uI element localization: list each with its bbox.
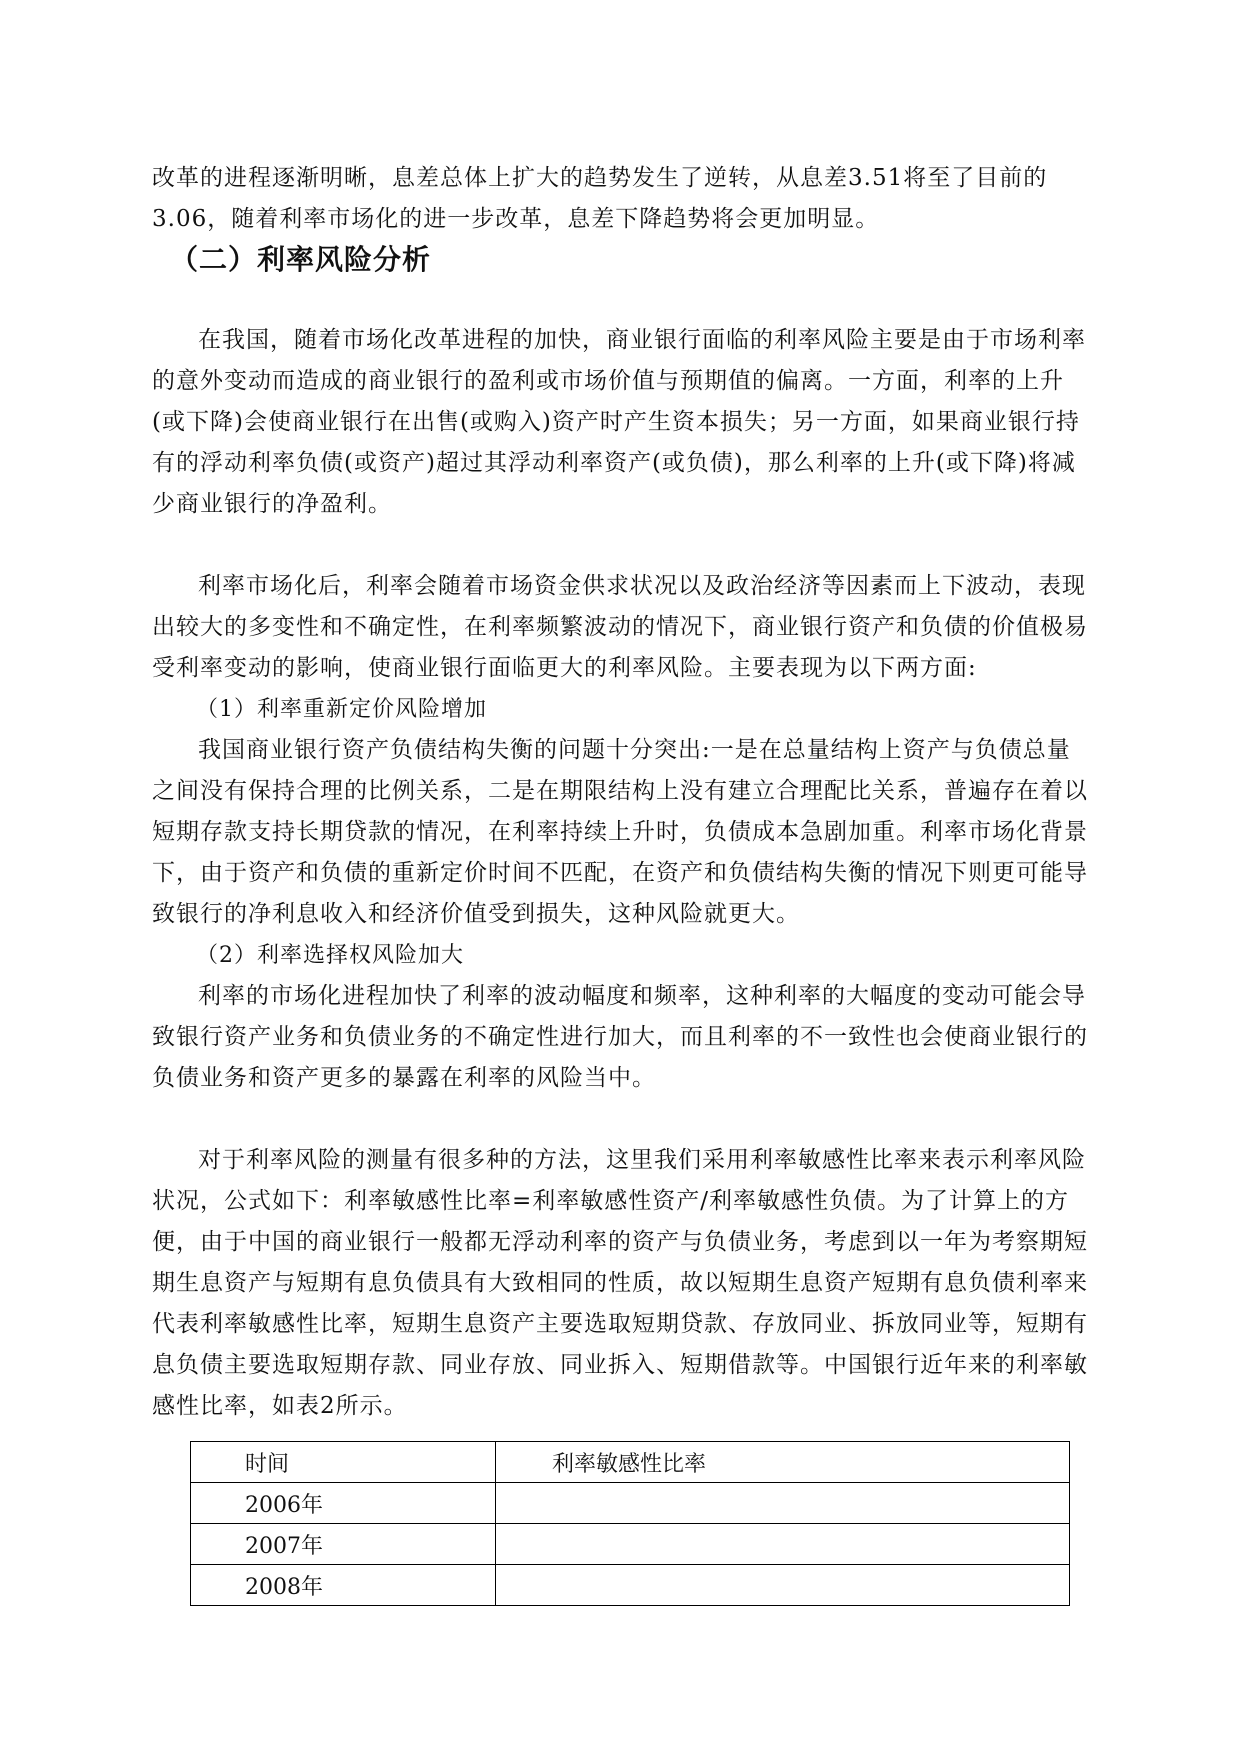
table-cell <box>496 1565 1070 1606</box>
paragraph-5: 对于利率风险的测量有很多种的方法，这里我们采用利率敏感性比率来表示利率风险状况，公式如下：利率敏感性比率=利率敏感性资产/利率敏感性负债。为了计算上的方便，由于中国的商业银行一般都无浮动利率的资产与负债业务，考虑到以一年为考察期短期生息资产与短期有息负债具有大致相同的性质，故以短期生息资产短期有息负债利率来代表利率敏感性比率，短期生息资产主要选取短期贷款、存放同业、拆放同业等，短期有息负债主要选取短期存款、同业存放、同业拆入、短期借款等。中国银行近年来的利率敏感性比率，如表2所示。 <box>152 1147 1088 1419</box>
table-cell: 2007年 <box>191 1524 496 1565</box>
table-header-cell: 利率敏感性比率 <box>496 1442 1070 1483</box>
ratio-table <box>190 1441 1070 1606</box>
table-header-cell: 时间 <box>191 1442 496 1483</box>
paragraph-intro: 改革的进程逐渐明晰，息差总体上扩大的趋势发生了逆转，从息差3.51将至了目前的3.06，随着利率市场化的进一步改革，息差下降趋势将会更加明显。 <box>152 165 1048 232</box>
table-row <box>191 1565 1070 1606</box>
table-cell <box>496 1483 1070 1524</box>
subheading-1: （1）利率重新定价风险增加 <box>196 697 487 722</box>
table-row <box>191 1524 1070 1565</box>
paragraph-4: 利率的市场化进程加快了利率的波动幅度和频率，这种利率的大幅度的变动可能会导致银行资产业务和负债业务的不确定性进行加大，而且利率的不一致性也会使商业银行的负债业务和资产更多的暴露在利率的风险当中。 <box>152 983 1088 1091</box>
paragraph-2: 利率市场化后，利率会随着市场资金供求状况以及政治经济等因素而上下波动，表现出较大的多变性和不确定性，在利率频繁波动的情况下，商业银行资产和负债的价值极易受利率变动的影响，使商业银行面临更大的利率风险。主要表现为以下两方面: <box>152 573 1088 681</box>
paragraph-3: 我国商业银行资产负债结构失衡的问题十分突出:一是在总量结构上资产与负债总量之间没有保持合理的比例关系，二是在期限结构上没有建立合理配比关系，普遍存在着以短期存款支持长期贷款的情况，在利率持续上升时，负债成本急剧加重。利率市场化背景下，由于资产和负债的重新定价时间不匹配，在资产和负债结构失衡的情况下则更可能导致银行的净利息收入和经济价值受到损失，这种风险就更大。 <box>152 737 1088 927</box>
paragraph-1: 在我国，随着市场化改革进程的加快，商业银行面临的利率风险主要是由于市场利率的意外变动而造成的商业银行的盈利或市场价值与预期值的偏离。一方面，利率的上升(或下降)会使商业银行在出售(或购入)资产时产生资本损失；另一方面，如果商业银行持有的浮动利率负债(或资产)超过其浮动利率资产(或负债)，那么利率的上升(或下降)将减少商业银行的净盈利。 <box>152 327 1086 517</box>
table-cell: 2008年 <box>191 1565 496 1606</box>
table-cell <box>496 1524 1070 1565</box>
section-heading: （二）利率风险分析 <box>170 243 432 276</box>
table-row <box>191 1483 1070 1524</box>
table-header-row <box>191 1442 1070 1483</box>
table-cell: 2006年 <box>191 1483 496 1524</box>
subheading-2: （2）利率选择权风险加大 <box>196 943 464 968</box>
